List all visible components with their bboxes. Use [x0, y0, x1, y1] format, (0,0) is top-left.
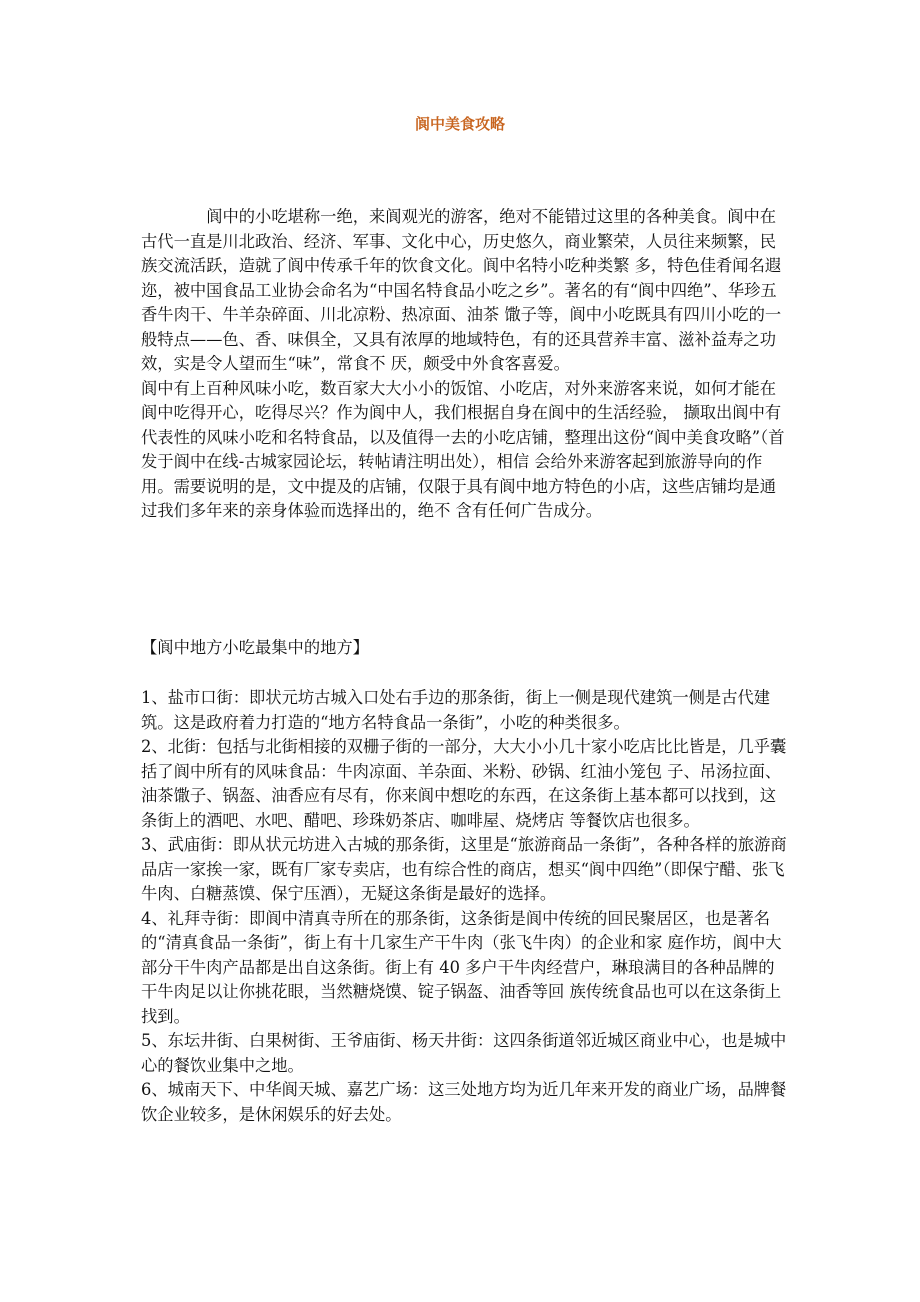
list-item: 4、礼拜寺街：即阆中清真寺所在的那条街，这条街是阆中传统的回民聚居区，也是著名的“清真食品一条街”，街上有十几家生产干牛肉（张飞牛肉）的企业和家 庭作坊，阆中大部分干牛肉产品都是出自这条街。街上有 40 多户干牛肉经营户，琳琅满目的各种品牌的干牛肉足以让你挑花眼，当然糖烧馍、锭子锅盔、油香等回 族传统食品也可以在这条街上找到。 [141, 908, 782, 1026]
list-item: 6、城南天下、中华阆天城、嘉艺广场：这三处地方均为近几年来开发的商业广场，品牌餐饮企业较多，是休闲娱乐的好去处。 [141, 1080, 787, 1124]
section-heading: 【阆中地方小吃最集中的地方】 [141, 638, 369, 657]
intro-paragraph-2: 阆中有上百种风味小吃，数百家大大小小的饭馆、小吃店，对外来游客来说，如何才能在阆中吃得开心，吃得尽兴？作为阆中人，我们根据自身在阆中的生活经验， 撷取出阆中有代表性的风味小吃和名特食品，以及值得一去的小吃店铺，整理出这份“阆中美食攻略”（首发于阆中在线-古城家园论坛，转帖请注明出处），相信 会给外来游客起到旅游导向的作用。需要说明的是，文中提及的店铺，仅限于具有阆中地方特色的小店，这些店铺均是通过我们多年来的亲身体验而选择出的，绝不 含有任何广告成分。 [141, 378, 785, 520]
intro-section [141, 205, 789, 524]
document-title: 阆中美食攻略 [414, 115, 505, 133]
list-item: 5、东坛井街、白果树街、王爷庙街、杨天井街：这四条街道邻近城区商业中心，也是城中心的餐饮业集中之地。 [141, 1031, 787, 1075]
intro-paragraph-1: 阆中的小吃堪称一绝，来阆观光的游客，绝对不能错过这里的各种美食。阆中在古代一直是川北政治、经济、军事、文化中心，历史悠久，商业繁荣，人员往来频繁，民族交流活跃，造就了阆中传承千年的饮食文化。阆中名特小吃种类繁 多，特色佳肴闻名遐迩，被中国食品工业协会命名为“中国名特食品小吃之乡”。著名的有“阆中四绝”、华珍五香牛肉干、牛羊杂碎面、川北凉粉、热凉面、油茶 馓子等，阆中小吃既具有四川小吃的一般特点——色、香、味俱全，又具有浓厚的地域特色，有的还具营养丰富、滋补益寿之功效，实是令人望而生“味”，常食不 厌，颇受中外食客喜爱。 [141, 207, 782, 373]
list-item: 2、北街：包括与北街相接的双栅子街的一部分，大大小小几十家小吃店比比皆是，几乎囊括了阆中所有的风味食品：牛肉凉面、羊杂面、米粉、砂锅、红油小笼包 子、吊汤拉面、油茶馓子、锅盔、油香应有尽有，你来阆中想吃的东西，在这条街上基本都可以找到，这条街上的酒吧、水吧、醋吧、珍珠奶茶店、咖啡屋、烧烤店 等餐饮店也很多。 [141, 737, 787, 830]
location-list [141, 686, 789, 1127]
list-item: 1、盐市口街：即状元坊古城入口处右手边的那条街，街上一侧是现代建筑一侧是古代建筑。这是政府着力打造的“地方名特食品一条街”，小吃的种类很多。 [141, 688, 771, 732]
list-item: 3、武庙街：即从状元坊进入古城的那条街，这里是“旅游商品一条街”，各种各样的旅游商品店一家挨一家，既有厂家专卖店，也有综合性的商店，想买“阆中四绝”（即保宁醋、张飞牛肉、白糖蒸馍、保宁压酒），无疑这条街是最好的选择。 [141, 835, 787, 903]
